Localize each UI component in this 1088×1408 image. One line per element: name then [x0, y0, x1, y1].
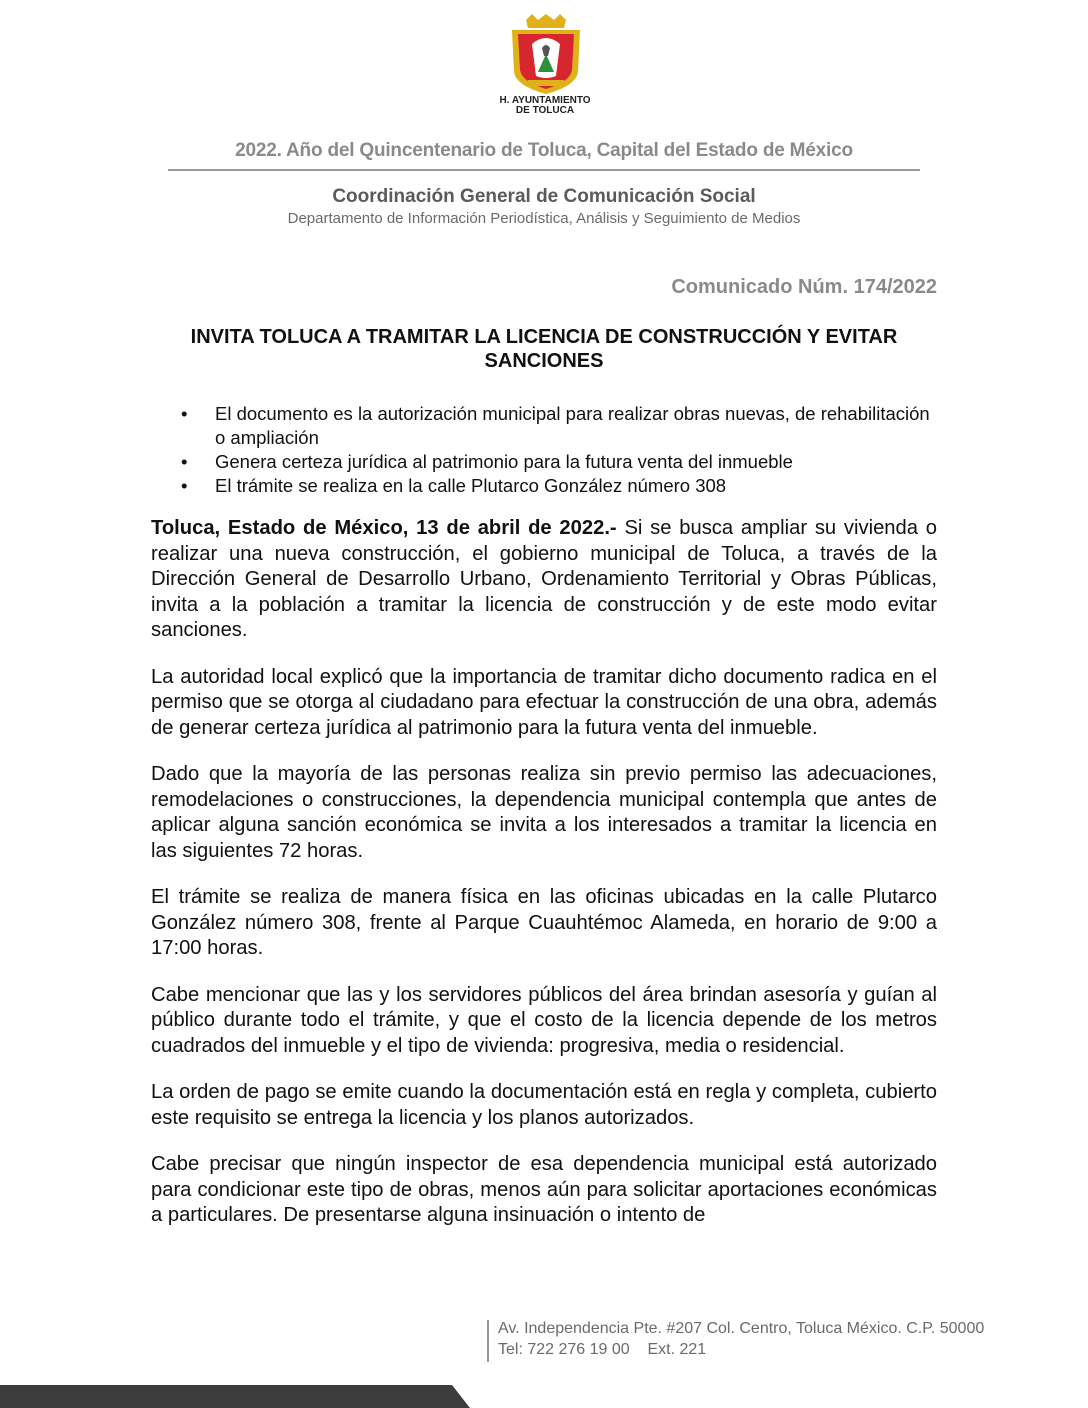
- paragraph-5: Cabe mencionar que las y los servidores públicos del área brindan asesoría y guían al público durante todo el trámite, y que el costo de la licencia depende de los metros cuadrados del inmueble y el tipo de vivienda: progresiva, media o residencial.: [151, 983, 937, 1057]
- paragraph-1-text: Si se busca ampliar su vivienda o realizar una nueva construcción, el gobierno municipal de Toluca, a través de la Dirección General de Desarrollo Urbano, Ordenamiento Territorial y Obras Públicas, invita a la población a tramitar la licencia de construcción y de este modo evitar sanciones.: [151, 517, 937, 641]
- department-subtitle: Departamento de Información Periodística, Análisis y Seguimiento de Medios: [287, 210, 801, 227]
- bottom-decorative-bar: [0, 1385, 470, 1408]
- year-motto: 2022. Año del Quincentenario de Toluca, Capital del Estado de México: [235, 140, 853, 161]
- bullet-text: Genera certeza jurídica al patrimonio para la futura venta del inmueble: [215, 451, 793, 472]
- bullet-icon: •: [181, 403, 188, 424]
- paragraph-6: La orden de pago se emite cuando la documentación está en regla y completa, cubierto este requisito se entrega la licencia y los planos autorizados.: [151, 1081, 937, 1129]
- list-item: [151, 450, 937, 474]
- footer-address: Av. Independencia Pte. #207 Col. Centro, Toluca México. C.P. 50000: [498, 1320, 985, 1337]
- bullet-icon: •: [181, 451, 188, 472]
- bullet-text: El trámite se realiza en la calle Plutarco González número 308: [215, 475, 727, 496]
- release-number: Comunicado Núm. 174/2022: [671, 276, 937, 298]
- header-divider: [168, 169, 920, 171]
- article-body: [151, 516, 937, 1250]
- paragraph-3: Dado que la mayoría de las personas realiza sin previo permiso las adecuaciones, remodelaciones o construcciones, la dependencia municipal contempla que antes de aplicar alguna sanción económica se invita a los interesados a tramitar la licencia en las siguientes 72 horas.: [151, 763, 937, 862]
- paragraph-1: [151, 516, 937, 644]
- logo-caption-line1: H. AYUNTAMIENTO: [499, 95, 591, 106]
- list-item: [151, 474, 937, 498]
- footer-phone: Tel: 722 276 19 00 Ext. 221: [498, 1341, 707, 1358]
- paragraph-2: La autoridad local explicó que la importancia de tramitar dicho documento radica en el permiso que se otorga al ciudadano para efectuar la construcción de una obra, además de generar certeza jurídica al patrimonio para la futura venta del inmueble.: [151, 665, 937, 739]
- summary-bullets: [151, 402, 937, 498]
- logo-caption-line2: DE TOLUCA: [515, 105, 575, 116]
- footer-divider: [487, 1320, 489, 1362]
- logo-caption: [470, 96, 620, 116]
- paragraph-4: El trámite se realiza de manera física en las oficinas ubicadas en la calle Plutarco González número 308, frente al Parque Cuauhtémoc Alameda, en horario de 9:00 a 17:00 horas.: [151, 886, 937, 959]
- list-item: [151, 402, 937, 450]
- bullet-icon: •: [181, 475, 188, 496]
- dateline: Toluca, Estado de México, 13 de abril de 2022.-: [151, 517, 617, 539]
- press-headline: INVITA TOLUCA A TRAMITAR LA LICENCIA DE CONSTRUCCIÓN Y EVITAR SANCIONES: [190, 326, 898, 372]
- paragraph-7: Cabe precisar que ningún inspector de esa dependencia municipal está autorizado para condicionar este tipo de obras, menos aún para solicitar aportaciones económicas a particulares. De presentarse alguna insinuación o intento de: [151, 1153, 937, 1226]
- coordination-title: Coordinación General de Comunicación Social: [332, 186, 756, 207]
- bullet-text: El documento es la autorización municipal para realizar obras nuevas, de rehabilitación o ampliación: [215, 403, 930, 448]
